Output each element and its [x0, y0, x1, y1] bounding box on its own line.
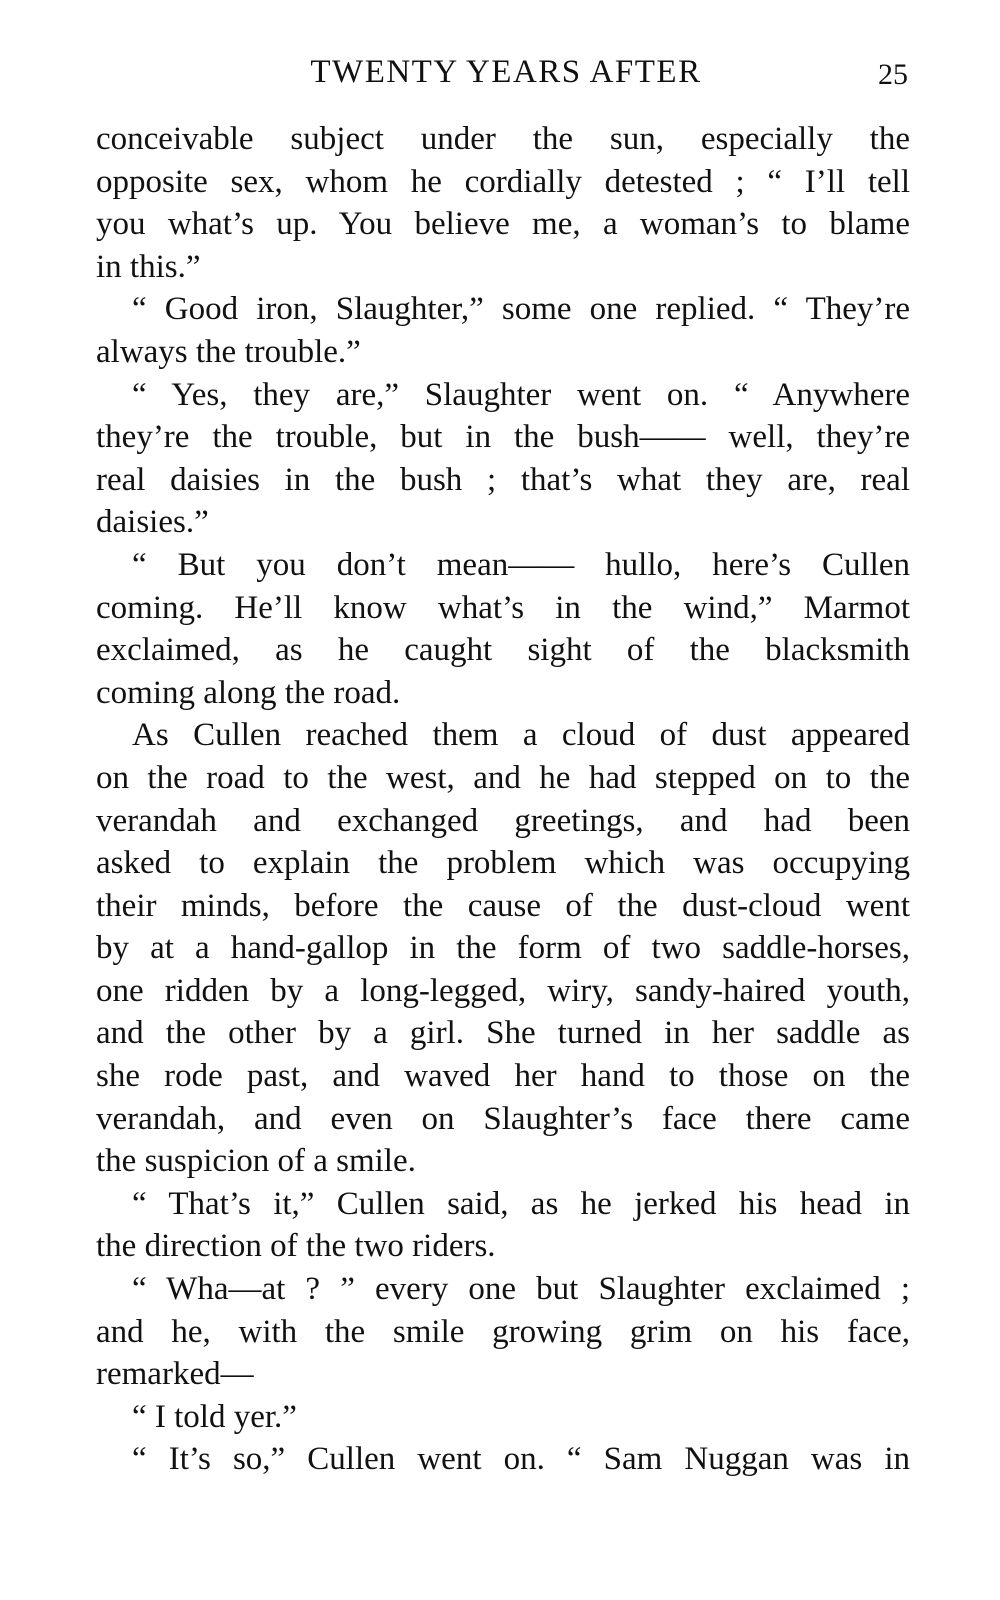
- text-line: “ But you don’t mean—— hullo, here’s Cullen: [132, 546, 910, 583]
- text-line: “ Wha—at ? ” every one but Slaughter exclaimed ;: [132, 1271, 910, 1308]
- text-line: “ I told yer.”: [132, 1398, 297, 1435]
- text-line: verandah and exchanged greetings, and had been: [96, 802, 910, 839]
- running-head: [96, 54, 916, 102]
- text-line: verandah, and even on Slaughter’s face there came: [96, 1100, 910, 1137]
- text-line: the direction of the two riders.: [96, 1228, 496, 1265]
- text-line: conceivable subject under the sun, especially the: [96, 121, 910, 157]
- text-line: the suspicion of a smile.: [96, 1143, 416, 1180]
- text-line: opposite sex, whom he cordially detested ; “ I’ll tell: [96, 163, 910, 200]
- page-number: 25: [878, 58, 908, 91]
- running-title: TWENTY YEARS AFTER: [310, 54, 702, 90]
- text-line: exclaimed, as he caught sight of the blacksmith: [96, 632, 910, 669]
- text-line: “ Good iron, Slaughter,” some one replied. “ They’re: [132, 291, 910, 328]
- text-line: always the trouble.”: [96, 333, 361, 370]
- text-line: they’re the trouble, but in the bush—— well, they’re: [96, 419, 910, 456]
- text-line: on the road to the west, and he had stepped on to the: [96, 759, 910, 796]
- text-line: coming. He’ll know what’s in the wind,” Marmot: [96, 589, 910, 626]
- text-line: in this.”: [96, 248, 201, 285]
- text-line: coming along the road.: [96, 674, 401, 711]
- text-line: she rode past, and waved her hand to those on the: [96, 1058, 910, 1095]
- body-text: [96, 118, 910, 1481]
- text-line: asked to explain the problem which was occupying: [96, 845, 910, 882]
- text-line: and the other by a girl. She turned in her saddle as: [96, 1015, 910, 1052]
- text-line: one ridden by a long-legged, wiry, sandy-haired youth,: [96, 972, 910, 1009]
- text-line: and he, with the smile growing grim on his face,: [96, 1313, 910, 1350]
- text-line: their minds, before the cause of the dust-cloud went: [96, 887, 910, 924]
- text-line: real daisies in the bush ; that’s what they are, real: [96, 461, 910, 498]
- text-line: “ It’s so,” Cullen went on. “ Sam Nuggan was in: [132, 1441, 910, 1478]
- text-line: “ That’s it,” Cullen said, as he jerked his head in: [132, 1185, 910, 1222]
- text-line: remarked—: [96, 1356, 254, 1393]
- text-line: As Cullen reached them a cloud of dust appeared: [132, 717, 910, 754]
- text-line: daisies.”: [96, 504, 209, 541]
- text-line: “ Yes, they are,” Slaughter went on. “ Anywhere: [132, 376, 910, 413]
- text-line: you what’s up. You believe me, a woman’s to blame: [96, 206, 910, 243]
- text-line: by at a hand-gallop in the form of two saddle-horses,: [96, 930, 910, 967]
